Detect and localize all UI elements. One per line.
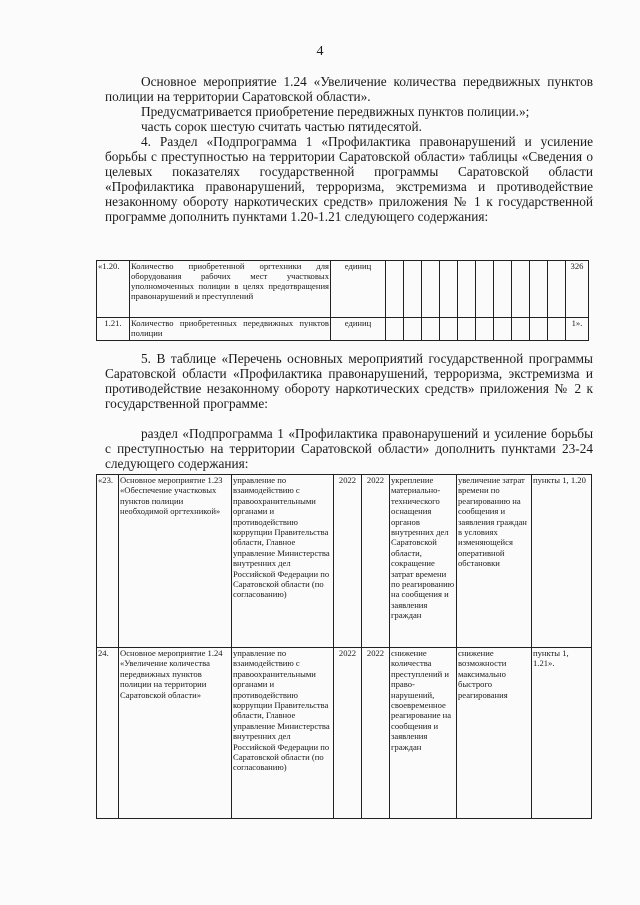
table-row [97, 475, 592, 648]
value-cell: 326 [566, 261, 589, 318]
paragraph-provision: Предусматривается приобретение передвижных пунктов полиции.»; [141, 104, 530, 119]
expected-result: снижение количества преступлений и право-нарушений, своевременное реагирование на сообщения и заявления граждан [390, 648, 457, 819]
expected-result: укрепление материально-технического оснащения органов внутренних дел Саратовской области, сокращение затрат времени по реагированию на сообщения и заявления граждан [390, 475, 457, 648]
indicator-link: пункты 1, 1.21». [532, 648, 592, 819]
start-year: 2022 [334, 648, 362, 819]
indicator-name: Количество приобретенных передвижных пунктов полиции [130, 318, 331, 341]
value-cell: 1». [566, 318, 589, 341]
table-row [97, 318, 589, 341]
start-year: 2022 [334, 475, 362, 648]
page-number: 4 [316, 44, 324, 59]
paragraph-part-renumber: часть сорок шестую считать частью пятидесятой. [141, 119, 422, 134]
end-year: 2022 [362, 475, 390, 648]
executor-cell: управление по взаимодействию с правоохранительными органами и противодействию коррупции Правительства области, Главное управление Министерства внутренних дел Российской Федерации по Саратовской области (по согласованию) [232, 475, 334, 648]
main-measures-table [96, 474, 592, 819]
unit-cell: единиц [331, 261, 386, 318]
row-number: «23. [97, 475, 119, 648]
paragraph-item-4: 4. Раздел «Подпрограмма 1 «Профилактика правонарушений и усиление борьбы с преступностью на территории Саратовской области» таблицы «Сведения о целевых показателях государственной программы Саратовской области «Профилактика правонарушений, терроризма, экстремизма и противодействие незаконному обороту наркотических средств» приложения № 1 к государственной программе дополнить пунктами 1.20-1.21 следующего содержания: [105, 134, 593, 224]
paragraph-measure-1-24: Основное мероприятие 1.24 «Увеличение количества передвижных пунктов полиции на территории Саратовской области». [105, 74, 593, 104]
non-implementation-consequence: снижение возможности максимально быстрого реагирования [457, 648, 532, 819]
non-implementation-consequence: увеличение затрат времени по реагированию на сообщения и заявления граждан в условиях изменяющейся оперативной обстановки [457, 475, 532, 648]
table-row [97, 648, 592, 819]
row-number: 24. [97, 648, 119, 819]
row-number: 1.21. [97, 318, 130, 341]
unit-cell: единиц [331, 318, 386, 341]
indicator-name: Количество приобретенной оргтехники для оборудования рабочих мест участковых уполномоченных полиции в целях предотвращения правонарушений и преступлений [130, 261, 331, 318]
paragraph-item-5: 5. В таблице «Перечень основных мероприятий государственной программы Саратовской области «Профилактика правонарушений, терроризма, экстремизма и противодействие незаконному обороту наркотических средств» приложения № 2 к государственной программе: [105, 351, 593, 411]
target-indicators-table [96, 260, 589, 341]
measure-name: Основное мероприятие 1.24 «Увеличение количества передвижных пунктов полиции на территории Саратовской области» [119, 648, 232, 819]
indicator-link: пункты 1, 1.20 [532, 475, 592, 648]
measure-name: Основное мероприятие 1.23 «Обеспечение участковых пунктов полиции необходимой оргтехникой» [119, 475, 232, 648]
end-year: 2022 [362, 648, 390, 819]
table-row [97, 261, 589, 318]
paragraph-section-addition: раздел «Подпрограмма 1 «Профилактика правонарушений и усиление борьбы с преступностью на территории Саратовской области» дополнить пунктами 23-24 следующего содержания: [105, 426, 593, 471]
row-number: «1.20. [97, 261, 130, 318]
executor-cell: управление по взаимодействию с правоохранительными органами и противодействию коррупции Правительства области, Главное управление Министерства внутренних дел Российской Федерации по Саратовской области (по согласованию) [232, 648, 334, 819]
